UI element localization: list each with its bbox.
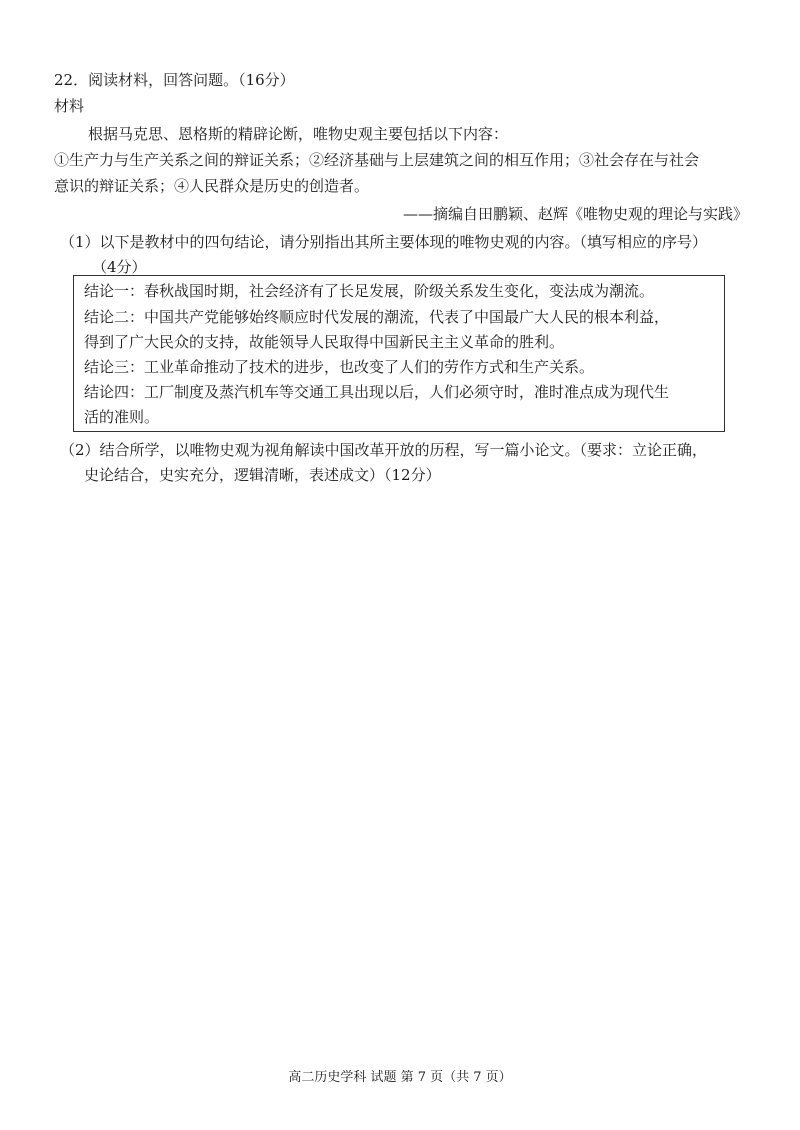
sub-question-1-line-1: （1）以下是教材中的四句结论，请分别指出其所主要体现的唯物史观的内容。（填写相应的序号） bbox=[60, 233, 708, 251]
sub-question-2-line-1: （2）结合所学，以唯物史观为视角解读中国改革开放的历程，写一篇小论文。（要求：立论正确， bbox=[60, 441, 708, 459]
material-intro: 根据马克思、恩格斯的精辟论断，唯物史观主要包括以下内容： bbox=[88, 125, 509, 143]
page-footer: 高二历史学科 试题 第 7 页（共 7 页） bbox=[288, 1070, 512, 1085]
conclusion-4-line-1: 结论四：工厂制度及蒸汽机车等交通工具出现以后，人们必须守时，准时准点成为现代生 bbox=[84, 383, 670, 401]
sub-question-2-line-2: 史论结合，史实充分，逻辑清晰，表述成文）（12分） bbox=[84, 466, 441, 484]
material-text-line-1: ①生产力与生产关系之间的辩证关系；②经济基础与上层建筑之间的相互作用；③社会存在与社会 bbox=[54, 151, 700, 169]
material-source: ——摘编自田鹏颖、赵辉《唯物史观的理论与实践》 bbox=[402, 205, 748, 223]
material-text-line-2: 意识的辩证关系；④人民群众是历史的创造者。 bbox=[54, 177, 370, 195]
material-label: 材料 bbox=[54, 97, 85, 115]
conclusion-2-line-2: 得到了广大民众的支持，故能领导人民取得中国新民主主义革命的胜利。 bbox=[84, 333, 565, 351]
conclusion-4-line-2: 活的准则。 bbox=[84, 408, 160, 426]
question-header: 22．阅读材料，回答问题。（16分） bbox=[54, 71, 295, 89]
conclusion-3: 结论三：工业革命推动了技术的进步，也改变了人们的劳作方式和生产关系。 bbox=[84, 358, 595, 376]
sub-question-1-points: （4分） bbox=[92, 258, 147, 276]
conclusion-2-line-1: 结论二：中国共产党能够始终顺应时代发展的潮流，代表了中国最广大人民的根本利益， bbox=[84, 308, 670, 326]
conclusions-box bbox=[73, 275, 725, 432]
conclusion-1: 结论一：春秋战国时期，社会经济有了长足发展，阶级关系发生变化，变法成为潮流。 bbox=[84, 282, 655, 300]
